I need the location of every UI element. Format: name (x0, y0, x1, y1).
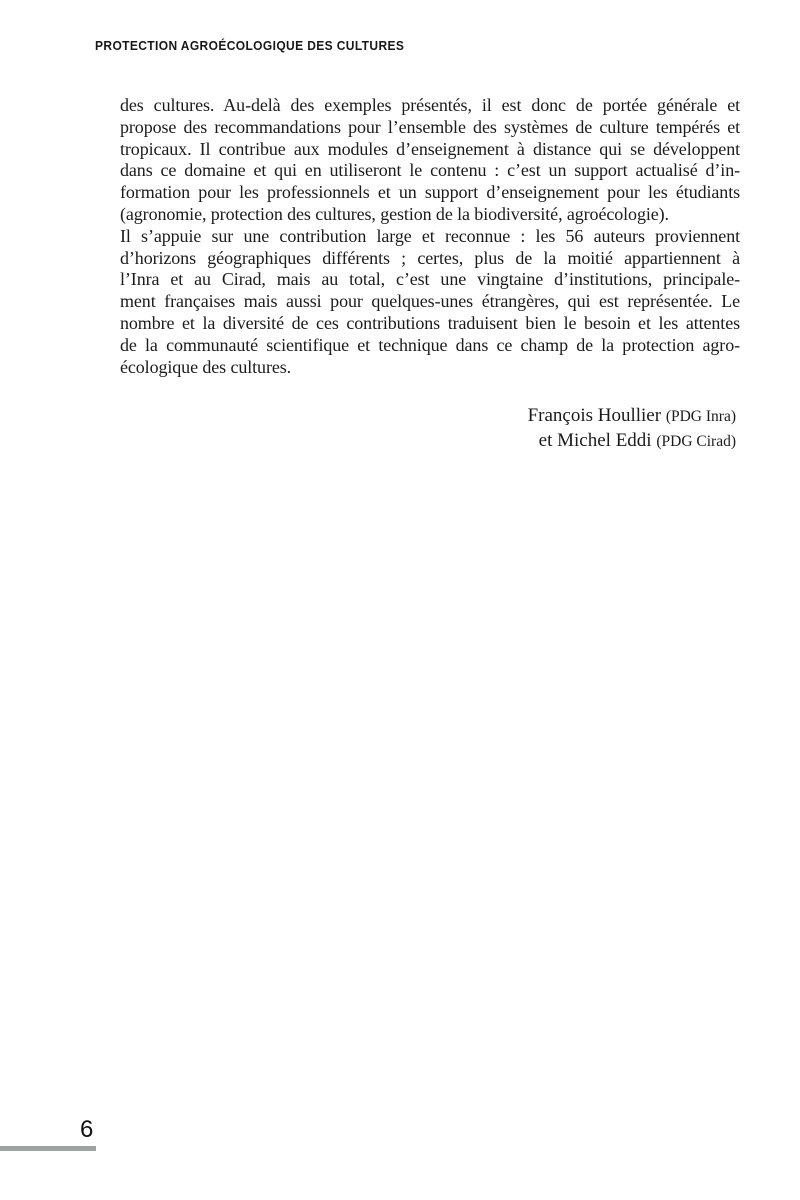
signature-title: (PDG Cirad) (656, 433, 736, 450)
text-line: tropicaux. Il contribue aux modules d’enseignement à distance qui se développent (120, 138, 740, 159)
text-line: l’Inra et au Cirad, mais au total, c’est une vingtaine d’institutions, principale- (120, 269, 740, 290)
footer-rule (0, 1146, 96, 1151)
page-number: 6 (80, 1116, 94, 1143)
text-line: formation pour les professionnels et un support d’enseignement pour les étudiants (120, 182, 740, 203)
signature-name: François Houllier (527, 405, 666, 426)
paragraph (120, 226, 740, 379)
signature-block (528, 404, 736, 454)
text-line: Il s’appuie sur une contribution large et reconnue : les 56 auteurs proviennent (120, 225, 740, 246)
text-line: dans ce domaine et qui en utiliseront le contenu : c’est un support actualisé d’in- (120, 160, 740, 181)
text-line: des cultures. Au-delà des exemples présentés, il est donc de portée générale et (120, 95, 740, 115)
signature-line (528, 429, 736, 454)
text-line: ment françaises mais aussi pour quelques-unes étrangères, qui est représentée. Le (120, 291, 740, 312)
signature-title: (PDG Inra) (665, 408, 736, 425)
text-line: de la communauté scientifique et technique dans ce champ de la protection agro- (120, 334, 740, 355)
signature-name: et Michel Eddi (538, 430, 657, 451)
paragraph (120, 95, 740, 226)
running-header: PROTECTION AGROÉCOLOGIQUE DES CULTURES (95, 39, 405, 53)
text-line: nombre et la diversité de ces contributions traduisent bien le besoin et les attentes (120, 312, 740, 333)
text-line: écologique des cultures. (120, 356, 292, 377)
text-line: (agronomie, protection des cultures, gestion de la biodiversité, agroécologie). (120, 203, 669, 224)
text-line: propose des recommandations pour l’ensemble des systèmes de culture tempérés et (120, 116, 740, 137)
text-line: d’horizons géographiques différents ; certes, plus de la moitié appartiennent à (120, 247, 740, 268)
body-text (120, 95, 740, 378)
signature-line (528, 404, 736, 429)
